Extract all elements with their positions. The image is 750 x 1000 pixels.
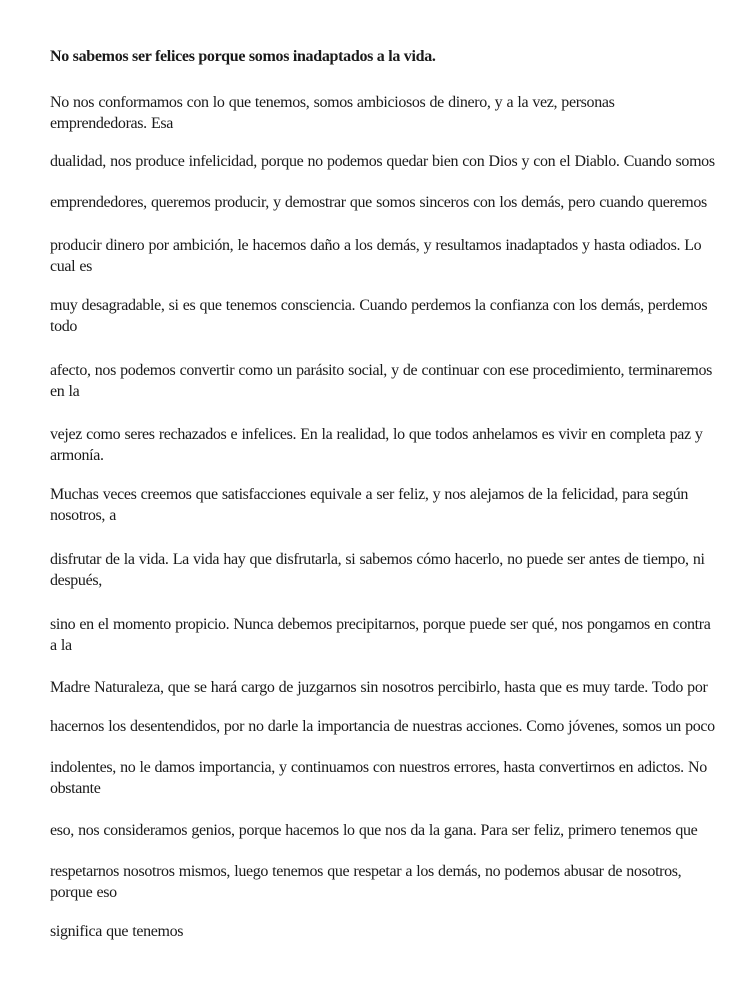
text-line-10: sino en el momento propicio. Nunca debemos precipitarnos, porque puede ser qué, nos pongamos en contra a la [50, 616, 711, 654]
text-line-5: muy desagradable, si es que tenemos consciencia. Cuando perdemos la confianza con los demás, perdemos todo [50, 297, 708, 335]
text-line-6: afecto, nos podemos convertir como un parásito social, y de continuar con ese procedimiento, terminaremos en la [50, 362, 713, 400]
document-title: No sabemos ser felices porque somos inadaptados a la vida. [50, 48, 436, 65]
text-line-8: Muchas veces creemos que satisfacciones equivale a ser feliz, y nos alejamos de la felicidad, para según nosotros, a [50, 486, 688, 524]
text-line-14: eso, nos consideramos genios, porque hacemos lo que nos da la gana. Para ser feliz, primero tenemos que [50, 822, 698, 839]
text-line-3: emprendedores, queremos producir, y demostrar que somos sinceros con los demás, pero cuando queremos [50, 194, 707, 211]
text-line-15: respetarnos nosotros mismos, luego tenemos que respetar a los demás, no podemos abusar de nosotros, porque eso [50, 863, 682, 901]
text-line-11: Madre Naturaleza, que se hará cargo de juzgarnos sin nosotros percibirlo, hasta que es muy tarde. Todo por [50, 679, 708, 696]
text-line-4: producir dinero por ambición, le hacemos daño a los demás, y resultamos inadaptados y hasta odiados. Lo cual es [50, 237, 702, 275]
text-line-16: significa que tenemos [50, 923, 184, 940]
text-line-13: indolentes, no le damos importancia, y continuamos con nuestros errores, hasta convertirnos en adictos. No obstante [50, 759, 707, 797]
text-line-1: No nos conformamos con lo que tenemos, somos ambiciosos de dinero, y a la vez, personas emprendedoras. Esa [50, 94, 615, 132]
text-line-2: dualidad, nos produce infelicidad, porque no podemos quedar bien con Dios y con el Diablo. Cuando somos [50, 153, 715, 170]
text-line-9: disfrutar de la vida. La vida hay que disfrutarla, si sabemos cómo hacerlo, no puede ser antes de tiempo, ni después, [50, 551, 705, 589]
text-line-12: hacernos los desentendidos, por no darle la importancia de nuestras acciones. Como jóvenes, somos un poco [50, 718, 715, 735]
text-line-7: vejez como seres rechazados e infelices. En la realidad, lo que todos anhelamos es vivir en completa paz y armonía. [50, 426, 703, 464]
